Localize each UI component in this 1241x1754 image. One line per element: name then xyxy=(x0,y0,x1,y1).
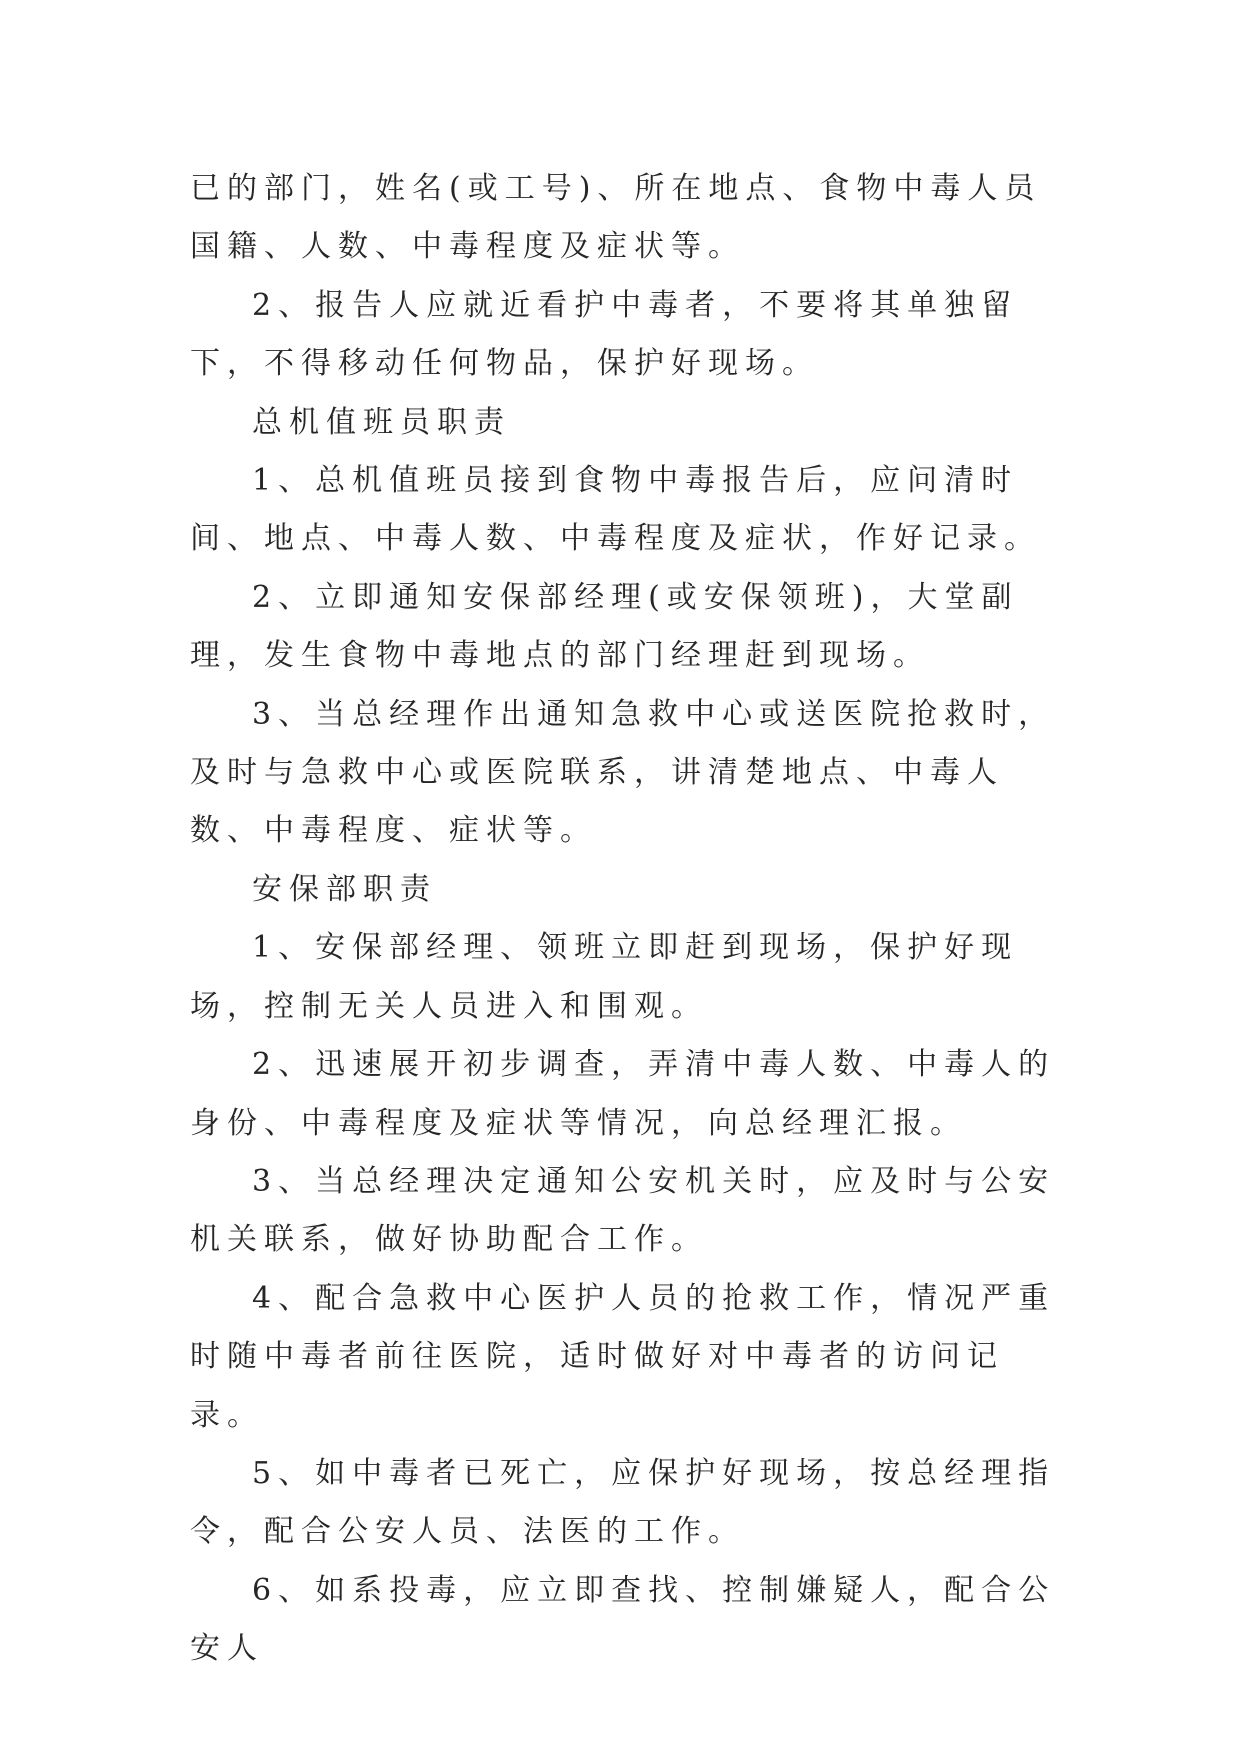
paragraph-operator-step-3: 3、当总经理作出通知急救中心或送医院抢救时，及时与急救中心或医院联系，讲清楚地点、中毒人数、中毒程度、症状等。 xyxy=(190,696,1056,849)
paragraph-reporter-step-2: 2、报告人应就近看护中毒者，不要将其单独留下，不得移动任何物品，保护好现场。 xyxy=(190,287,1019,382)
paragraph-continuation: 已的部门，姓名(或工号)、所在地点、食物中毒人员国籍、人数、中毒程度及症状等。 xyxy=(190,171,1042,265)
paragraph-operator-step-1: 1、总机值班员接到食物中毒报告后，应问清时间、地点、中毒人数、中毒程度及症状，作好记录。 xyxy=(190,463,1041,557)
paragraph-security-step-2: 2、迅速展开初步调查，弄清中毒人数、中毒人的身份、中毒程度及症状等情况，向总经理汇报。 xyxy=(190,1047,1056,1141)
document-page xyxy=(190,160,1070,1679)
paragraph-security-step-6: 6、如系投毒，应立即查找、控制嫌疑人，配合公安人 xyxy=(190,1572,1056,1667)
paragraph-security-step-4: 4、配合急救中心医护人员的抢救工作，情况严重时随中毒者前往医院，适时做好对中毒者的访问记录。 xyxy=(190,1280,1056,1433)
paragraph-security-step-3: 3、当总经理决定通知公安机关时，应及时与公安机关联系，做好协助配合工作。 xyxy=(190,1163,1056,1258)
paragraph-security-step-5: 5、如中毒者已死亡，应保护好现场，按总经理指令，配合公安人员、法医的工作。 xyxy=(190,1455,1056,1550)
section-heading-security-duties: 安保部职责 xyxy=(252,871,437,907)
section-heading-operator-duties: 总机值班员职责 xyxy=(252,404,511,440)
paragraph-security-step-1: 1、安保部经理、领班立即赶到现场，保护好现场，控制无关人员进入和围观。 xyxy=(190,930,1019,1024)
paragraph-operator-step-2: 2、立即通知安保部经理(或安保领班)，大堂副理，发生食物中毒地点的部门经理赶到现场。 xyxy=(190,579,1019,674)
